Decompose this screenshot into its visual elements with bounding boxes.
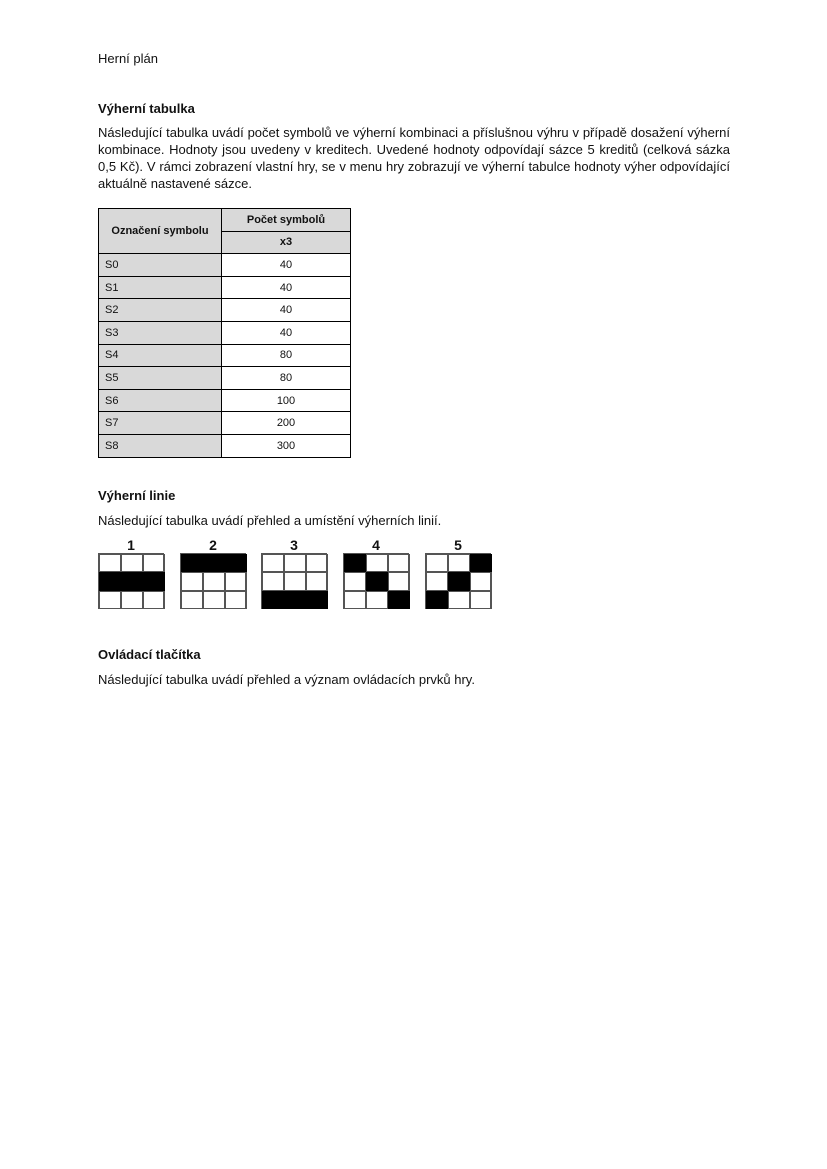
- payline-cell: [203, 591, 225, 609]
- payline-cell: [470, 554, 492, 572]
- payline-cell: [426, 591, 448, 609]
- table-row: [99, 367, 351, 390]
- payline-cell: [448, 572, 470, 590]
- payline-cell: [426, 554, 448, 572]
- payline-2: [180, 537, 246, 609]
- payline-cell: [366, 554, 388, 572]
- col-x3-header: x3: [222, 231, 351, 254]
- payline-cell: [388, 554, 410, 572]
- payline-cell: [181, 572, 203, 590]
- col-count-header: Počet symbolů: [222, 209, 351, 232]
- payline-cell: [203, 572, 225, 590]
- payline-cell: [426, 572, 448, 590]
- payline-cell: [366, 572, 388, 590]
- payline-cell: [203, 554, 225, 572]
- payline-label: 4: [372, 537, 380, 553]
- payline-cell: [470, 591, 492, 609]
- payline-label: 3: [290, 537, 298, 553]
- payline-cell: [262, 591, 284, 609]
- paytable-description: Následující tabulka uvádí počet symbolů ve výherní kombinaci a příslušnou výhru v případě dosažení výherní kombinace. Hodnoty jsou uvedeny v kreditech. Uvedené hodnoty odpovídají sázce 5 kreditů (celková sázka 0,5 Kč). V rámci zobrazení vlastní hry, se v menu hry zobrazují ve výherní tabulce hodnoty výher odpovídající aktuálně nastavené sázce.: [98, 125, 730, 191]
- payline-cell: [225, 554, 247, 572]
- payline-5: [425, 537, 491, 609]
- payline-cell: [262, 554, 284, 572]
- table-row: [99, 389, 351, 412]
- paytable: [98, 208, 351, 458]
- payline-grid: [98, 553, 164, 609]
- table-row: [99, 254, 351, 277]
- payline-grid: [180, 553, 246, 609]
- payline-cell: [99, 572, 121, 590]
- x3-value-cell: 300: [222, 434, 351, 457]
- payline-grid: [343, 553, 409, 609]
- col-symbol-header: Označení symbolu: [99, 209, 222, 254]
- payline-cell: [306, 591, 328, 609]
- payline-cell: [99, 554, 121, 572]
- payline-cell: [121, 591, 143, 609]
- payline-cell: [306, 572, 328, 590]
- payline-label: 2: [209, 537, 217, 553]
- symbol-cell: S4: [99, 344, 222, 367]
- payline-4: [343, 537, 409, 609]
- table-row: [99, 344, 351, 367]
- payline-cell: [344, 572, 366, 590]
- lines-heading: Výherní linie: [98, 488, 176, 503]
- x3-value-cell: 40: [222, 276, 351, 299]
- payline-cell: [143, 572, 165, 590]
- symbol-cell: S5: [99, 367, 222, 390]
- payline-cell: [143, 554, 165, 572]
- payline-cell: [344, 554, 366, 572]
- payline-cell: [121, 554, 143, 572]
- payline-grid: [261, 553, 327, 609]
- payline-cell: [121, 572, 143, 590]
- symbol-cell: S8: [99, 434, 222, 457]
- symbol-cell: S2: [99, 299, 222, 322]
- symbol-cell: S1: [99, 276, 222, 299]
- payline-cell: [143, 591, 165, 609]
- payline-cell: [181, 591, 203, 609]
- table-row: [99, 412, 351, 435]
- x3-value-cell: 100: [222, 389, 351, 412]
- payline-cell: [306, 554, 328, 572]
- x3-value-cell: 40: [222, 321, 351, 344]
- table-row: [99, 434, 351, 457]
- payline-1: [98, 537, 164, 609]
- payline-cell: [225, 572, 247, 590]
- payline-3: [261, 537, 327, 609]
- payline-cell: [225, 591, 247, 609]
- payline-cell: [344, 591, 366, 609]
- controls-heading: Ovládací tlačítka: [98, 647, 201, 662]
- payline-cell: [366, 591, 388, 609]
- payline-cell: [388, 572, 410, 590]
- x3-value-cell: 40: [222, 299, 351, 322]
- paytable-heading: Výherní tabulka: [98, 101, 195, 116]
- payline-cell: [284, 572, 306, 590]
- payline-cell: [448, 554, 470, 572]
- lines-description: Následující tabulka uvádí přehled a umístění výherních linií.: [98, 513, 442, 528]
- table-row: [99, 321, 351, 344]
- symbol-cell: S7: [99, 412, 222, 435]
- x3-value-cell: 200: [222, 412, 351, 435]
- x3-value-cell: 80: [222, 367, 351, 390]
- payline-cell: [284, 591, 306, 609]
- payline-cell: [262, 572, 284, 590]
- payline-label: 5: [454, 537, 462, 553]
- table-row: [99, 276, 351, 299]
- symbol-cell: S0: [99, 254, 222, 277]
- payline-cell: [99, 591, 121, 609]
- x3-value-cell: 40: [222, 254, 351, 277]
- symbol-cell: S3: [99, 321, 222, 344]
- payline-grid: [425, 553, 491, 609]
- x3-value-cell: 80: [222, 344, 351, 367]
- controls-description: Následující tabulka uvádí přehled a význam ovládacích prvků hry.: [98, 672, 475, 687]
- payline-label: 1: [127, 537, 135, 553]
- table-row: [99, 299, 351, 322]
- payline-cell: [284, 554, 306, 572]
- payline-cell: [470, 572, 492, 590]
- payline-cell: [388, 591, 410, 609]
- payline-cell: [448, 591, 470, 609]
- payline-cell: [181, 554, 203, 572]
- symbol-cell: S6: [99, 389, 222, 412]
- page-header: Herní plán: [98, 51, 158, 66]
